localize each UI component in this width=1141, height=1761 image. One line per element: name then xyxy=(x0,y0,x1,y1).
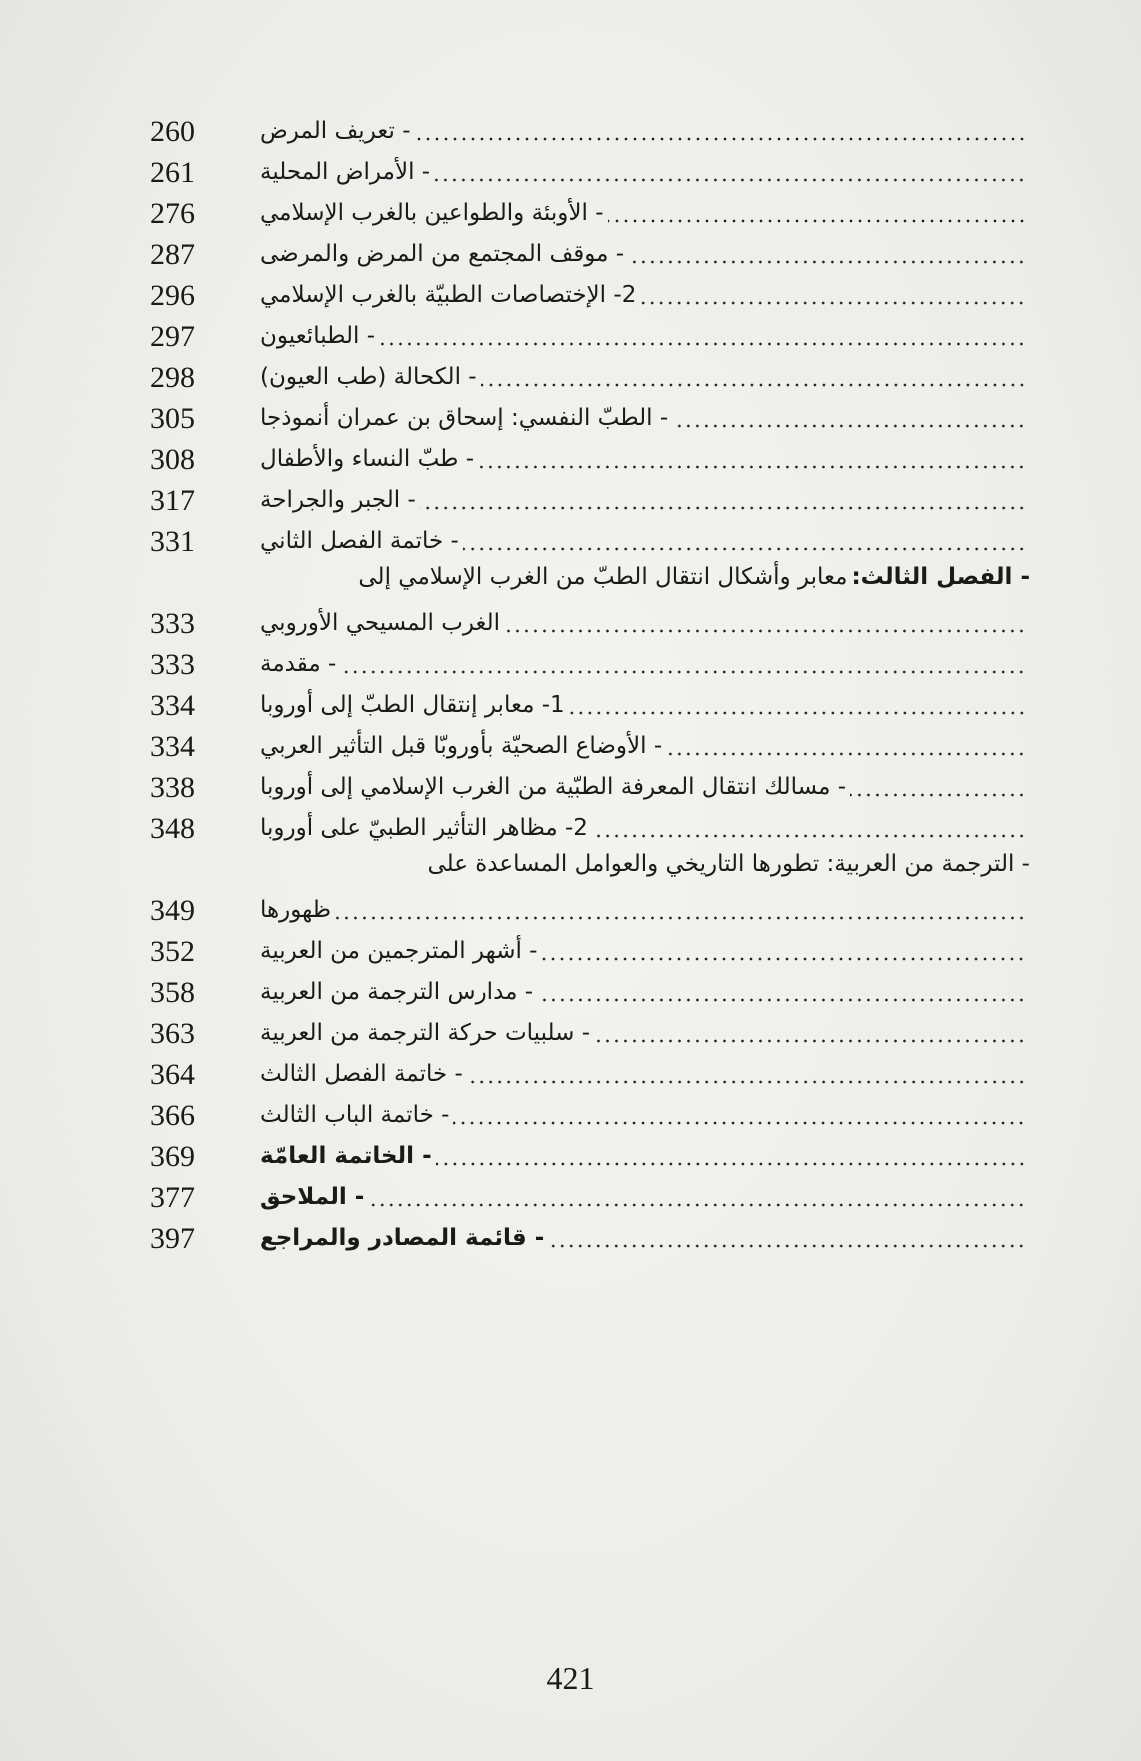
toc-entry-line xyxy=(260,1140,1030,1172)
toc-entry-title: 2- مظاهر التأثير الطبيّ على أوروبا xyxy=(260,815,588,841)
toc-entry xyxy=(150,766,1030,807)
dot-leader xyxy=(548,1244,1026,1248)
toc-entry-line xyxy=(260,443,1030,475)
toc-entry-title: - موقف المجتمع من المرض والمرضى xyxy=(260,241,625,267)
dot-leader xyxy=(436,1162,1026,1166)
toc-entry-title: - مسالك انتقال المعرفة الطبّية من الغرب الإسلامي إلى أوروبا xyxy=(260,774,847,800)
toc-page-number: 333 xyxy=(150,648,195,681)
toc-entry-line xyxy=(260,1058,1030,1090)
dot-leader xyxy=(340,670,1026,674)
toc-entry xyxy=(150,725,1030,766)
toc-entry-title: ظهورها xyxy=(260,897,332,923)
toc-page-number: 334 xyxy=(150,689,195,722)
toc-entry xyxy=(150,438,1030,479)
toc-page-number: 349 xyxy=(150,894,195,927)
toc-page-number: 276 xyxy=(150,197,195,230)
toc-entry xyxy=(150,1094,1030,1135)
toc-page-number: 377 xyxy=(150,1181,195,1214)
toc-page-number: 317 xyxy=(150,484,195,517)
dot-leader xyxy=(850,793,1026,797)
table-of-contents xyxy=(150,110,1030,1258)
dot-leader xyxy=(594,1039,1026,1043)
toc-entry-line xyxy=(260,1181,1030,1213)
toc-entry xyxy=(150,1135,1030,1176)
dot-leader xyxy=(541,957,1026,961)
dot-leader xyxy=(463,547,1026,551)
toc-entry-line xyxy=(260,812,1030,844)
toc-entry-title: - خاتمة الفصل الثاني xyxy=(260,528,459,554)
toc-page-number: 334 xyxy=(150,730,195,763)
toc-entry xyxy=(150,848,1030,930)
toc-entry-line xyxy=(260,197,1030,229)
toc-entry xyxy=(150,151,1030,192)
dot-leader xyxy=(569,711,1026,715)
toc-page-number: 363 xyxy=(150,1017,195,1050)
toc-entry-title: - قائمة المصادر والمراجع xyxy=(260,1225,545,1251)
toc-entry-title: 1- معابر إنتقال الطبّ إلى أوروبا xyxy=(260,692,565,718)
toc-page-number: 352 xyxy=(150,935,195,968)
toc-entry xyxy=(150,192,1030,233)
toc-entry-line xyxy=(260,1099,1030,1131)
toc-page-number: 298 xyxy=(150,361,195,394)
toc-page-number: 358 xyxy=(150,976,195,1009)
dot-leader xyxy=(592,834,1026,838)
toc-entry xyxy=(150,397,1030,438)
toc-entry-line xyxy=(260,361,1030,393)
toc-entry-title: - الأمراض المحلية xyxy=(260,159,431,185)
toc-entry-line xyxy=(260,730,1030,762)
toc-entry-title: معابر وأشكال انتقال الطبّ من الغرب الإسلامي إلى xyxy=(358,564,848,590)
toc-entry-title: - طبّ النساء والأطفال xyxy=(260,446,475,472)
toc-entry xyxy=(150,1217,1030,1258)
toc-entry-line xyxy=(260,320,1030,352)
toc-page-number: 333 xyxy=(150,607,195,640)
dot-leader xyxy=(478,465,1026,469)
dot-leader xyxy=(504,629,1026,633)
toc-chapter-heading: - الفصل الثالث: xyxy=(851,564,1030,590)
dot-leader xyxy=(379,342,1026,346)
toc-entry-line xyxy=(260,771,1030,803)
dot-leader xyxy=(453,1121,1026,1125)
toc-entry-title: الغرب المسيحي الأوروبي xyxy=(260,610,501,636)
dot-leader xyxy=(481,383,1026,387)
toc-page-number: 364 xyxy=(150,1058,195,1091)
toc-page-number: 261 xyxy=(150,156,195,189)
toc-entry xyxy=(150,233,1030,274)
dot-leader xyxy=(368,1203,1026,1207)
toc-page-number: 260 xyxy=(150,115,195,148)
toc-page-number: 366 xyxy=(150,1099,195,1132)
toc-page-number: 369 xyxy=(150,1140,195,1173)
toc-entry-title: - الكحالة (طب العيون) xyxy=(260,364,477,390)
toc-page-number: 297 xyxy=(150,320,195,353)
dot-leader xyxy=(608,219,1027,223)
dot-leader xyxy=(434,178,1026,182)
toc-page-number: 397 xyxy=(150,1222,195,1255)
dot-leader xyxy=(640,301,1026,305)
dot-leader xyxy=(666,752,1026,756)
toc-page-number: 296 xyxy=(150,279,195,312)
toc-entry-line xyxy=(260,402,1030,434)
toc-entry xyxy=(150,110,1030,151)
toc-entry-line xyxy=(260,1222,1030,1254)
toc-entry xyxy=(150,1053,1030,1094)
toc-entry xyxy=(150,643,1030,684)
dot-leader xyxy=(415,137,1026,141)
toc-entry-title: - خاتمة الباب الثالث xyxy=(260,1102,450,1128)
toc-page-number: 331 xyxy=(150,525,195,558)
toc-page-number: 305 xyxy=(150,402,195,435)
dot-leader xyxy=(420,506,1026,510)
toc-entry-line xyxy=(260,976,1030,1008)
toc-entry-line xyxy=(260,648,1030,680)
toc-entry-line xyxy=(260,525,1030,557)
dot-leader xyxy=(467,1080,1026,1084)
toc-entry-line xyxy=(260,1017,1030,1049)
toc-page-number: 308 xyxy=(150,443,195,476)
toc-entry-title: - الطبائعيون xyxy=(260,323,376,349)
toc-entry-line xyxy=(260,238,1030,270)
toc-entry-title: - تعريف المرض xyxy=(260,118,411,144)
toc-entry-title: - الترجمة من العربية: تطورها التاريخي والعوامل المساعدة على xyxy=(427,851,1030,877)
toc-entry-first-line xyxy=(260,561,1030,593)
toc-entry xyxy=(150,684,1030,725)
toc-entry-title: - الأوضاع الصحيّة بأوروبّا قبل التأثير العربي xyxy=(260,733,663,759)
page-number: 421 xyxy=(546,1660,595,1696)
toc-entry-first-line xyxy=(260,848,1030,880)
toc-entry-line xyxy=(260,894,1030,926)
toc-entry-line xyxy=(260,607,1030,639)
toc-entry-title: - الجبر والجراحة xyxy=(260,487,416,513)
dot-leader xyxy=(672,424,1026,428)
toc-page-number: 348 xyxy=(150,812,195,845)
toc-entry xyxy=(150,479,1030,520)
toc-entry xyxy=(150,356,1030,397)
toc-entry-title: - الأوبئة والطواعين بالغرب الإسلامي xyxy=(260,200,604,226)
toc-entry xyxy=(150,930,1030,971)
toc-entry xyxy=(150,520,1030,561)
toc-entry-title: - الملاحق xyxy=(260,1184,365,1210)
toc-entry-line xyxy=(260,115,1030,147)
toc-entry xyxy=(150,561,1030,643)
dot-leader xyxy=(335,916,1026,920)
toc-entry xyxy=(150,1012,1030,1053)
dot-leader xyxy=(537,998,1026,1002)
toc-page-number: 287 xyxy=(150,238,195,271)
toc-entry-line xyxy=(260,156,1030,188)
toc-entry-title: - الطبّ النفسي: إسحاق بن عمران أنموذجا xyxy=(260,405,669,431)
toc-entry-line xyxy=(260,689,1030,721)
toc-entry-title: - الخاتمة العامّة xyxy=(260,1143,432,1169)
toc-entry-line xyxy=(260,935,1030,967)
toc-entry-title: - خاتمة الفصل الثالث xyxy=(260,1061,463,1087)
toc-entry-line xyxy=(260,484,1030,516)
toc-page-number: 338 xyxy=(150,771,195,804)
toc-entry xyxy=(150,315,1030,356)
toc-entry-title: - سلبيات حركة الترجمة من العربية xyxy=(260,1020,591,1046)
toc-entry-title: - مقدمة xyxy=(260,651,337,677)
toc-entry-line xyxy=(260,279,1030,311)
dot-leader xyxy=(628,260,1026,264)
toc-entry xyxy=(150,1176,1030,1217)
toc-entry xyxy=(150,274,1030,315)
toc-entry xyxy=(150,807,1030,848)
toc-entry-title: - مدارس الترجمة من العربية xyxy=(260,979,534,1005)
toc-entry xyxy=(150,971,1030,1012)
toc-entry-title: - أشهر المترجمين من العربية xyxy=(260,938,538,964)
toc-entry-title: 2- الإختصاصات الطبيّة بالغرب الإسلامي xyxy=(260,282,637,308)
